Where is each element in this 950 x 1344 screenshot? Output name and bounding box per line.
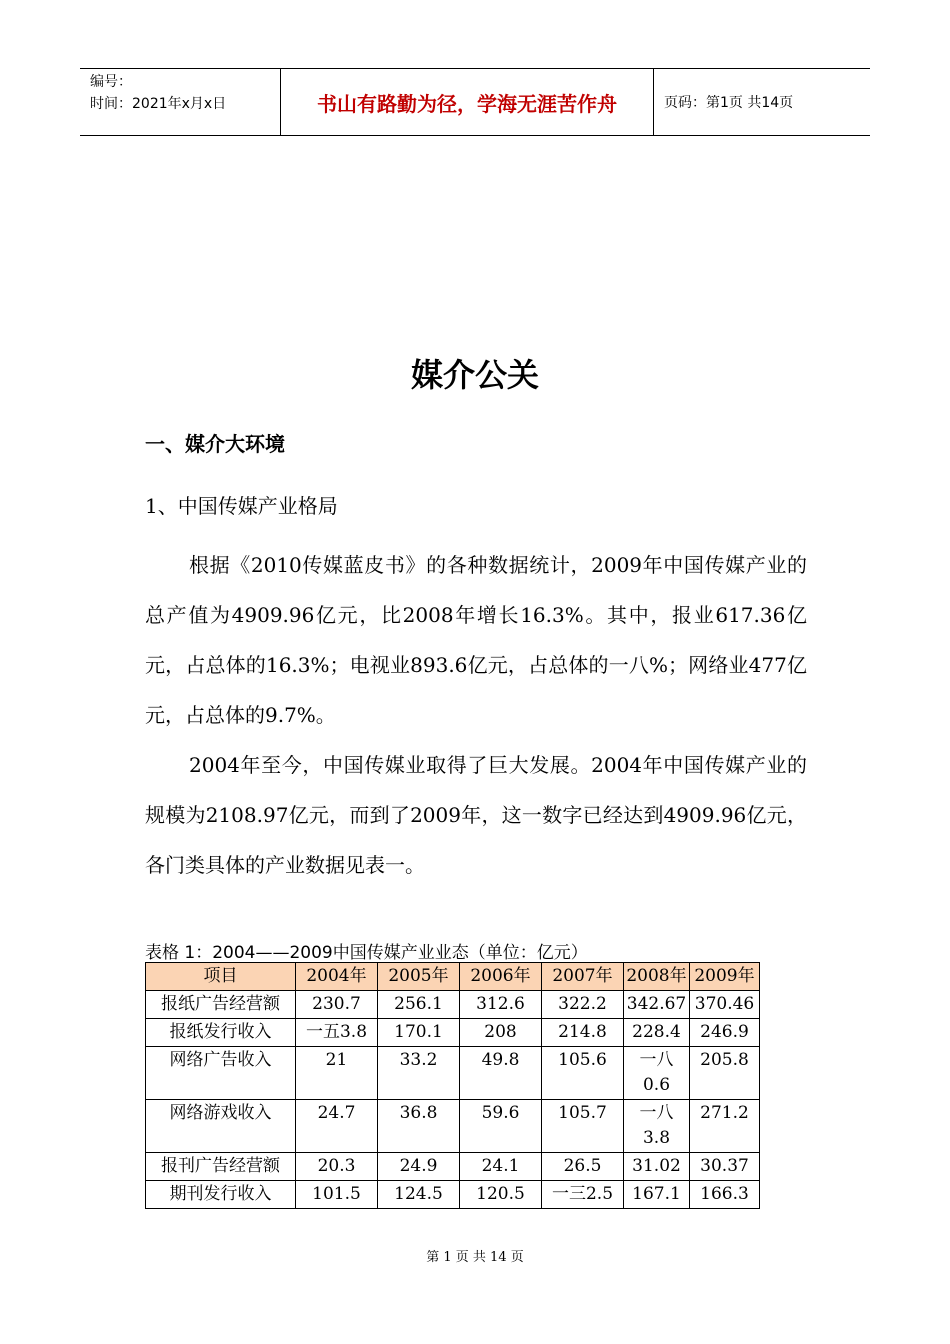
- table-cell: 230.7: [296, 991, 378, 1019]
- table-cell: 59.6: [460, 1100, 542, 1153]
- header-cell: 2006年: [460, 963, 542, 991]
- header-cell: 2007年: [542, 963, 624, 991]
- row-label: 报纸广告经营额: [146, 991, 296, 1019]
- row-label: 网络游戏收入: [146, 1100, 296, 1153]
- paragraph-2: 2004年至今，中国传媒业取得了巨大发展。2004年中国传媒产业的规模为2108.97亿元，而到了2009年，这一数字已经达到4909.96亿元，各门类具体的产业数据见表一。: [145, 753, 807, 877]
- table-cell: 24.7: [296, 1100, 378, 1153]
- subheading: 1、中国传媒产业格局: [145, 494, 338, 518]
- table-row: [146, 1153, 760, 1181]
- table-cell: 30.37: [690, 1153, 760, 1181]
- table-cell: 101.5: [296, 1181, 378, 1209]
- document-header: [80, 68, 870, 136]
- table-cell: 312.6: [460, 991, 542, 1019]
- table-row: [146, 1100, 760, 1153]
- table-cell: 342.67: [624, 991, 690, 1019]
- table-cell: 105.7: [542, 1100, 624, 1153]
- page-footer: 第 1 页 共 14 页: [426, 1250, 524, 1265]
- table-cell: 120.5: [460, 1181, 542, 1209]
- table-cell: 228.4: [624, 1019, 690, 1047]
- paragraph-1: 根据《2010传媒蓝皮书》的各种数据统计，2009年中国传媒产业的总产值为4909.96亿元，比2008年增长16.3%。其中，报业617.36亿元，占总体的16.3%；电视业893.6亿元，占总体的一八%；网络业477亿元，占总体的9.7%。: [145, 553, 807, 727]
- number-label: 编号：: [90, 74, 132, 90]
- header-cell: 2005年: [378, 963, 460, 991]
- table-cell: 36.8: [378, 1100, 460, 1153]
- table-cell: 370.46: [690, 991, 760, 1019]
- table-caption: 表格 1：2004——2009中国传媒产业业态（单位：亿元）: [145, 943, 588, 963]
- row-label: 期刊发行收入: [146, 1181, 296, 1209]
- header-cell: 项目: [146, 963, 296, 991]
- header-cell: 2009年: [690, 963, 760, 991]
- table-cell: 170.1: [378, 1019, 460, 1047]
- header-cell: 2008年: [624, 963, 690, 991]
- table-cell: 24.9: [378, 1153, 460, 1181]
- table-row: [146, 991, 760, 1019]
- row-label: 报纸发行收入: [146, 1019, 296, 1047]
- table-cell: 20.3: [296, 1153, 378, 1181]
- header-meta: [80, 69, 280, 135]
- table-cell: 167.1: [624, 1181, 690, 1209]
- table-row: [146, 1019, 760, 1047]
- document-title: 媒介公关: [410, 356, 539, 394]
- table-cell: 205.8: [690, 1047, 760, 1100]
- table-cell: 26.5: [542, 1153, 624, 1181]
- table-row: [146, 1181, 760, 1209]
- table-cell: 322.2: [542, 991, 624, 1019]
- table-cell: 一八0.6: [624, 1047, 690, 1100]
- table-cell: 246.9: [690, 1019, 760, 1047]
- row-label: 报刊广告经营额: [146, 1153, 296, 1181]
- table-cell: 一五3.8: [296, 1019, 378, 1047]
- table-cell: 一八3.8: [624, 1100, 690, 1153]
- table-cell: 124.5: [378, 1181, 460, 1209]
- time-label: 时间：2021年x月x日: [90, 96, 227, 112]
- table-row: [146, 1047, 760, 1100]
- table-cell: 208: [460, 1019, 542, 1047]
- media-industry-table: [145, 962, 760, 1209]
- header-page-info: 页码：第1页 共14页: [664, 95, 794, 111]
- table-cell: 49.8: [460, 1047, 542, 1100]
- table-cell: 214.8: [542, 1019, 624, 1047]
- table-cell: 166.3: [690, 1181, 760, 1209]
- table-cell: 105.6: [542, 1047, 624, 1100]
- table-cell: 31.02: [624, 1153, 690, 1181]
- section-heading: 一、媒介大环境: [145, 432, 285, 456]
- table-cell: 256.1: [378, 991, 460, 1019]
- row-label: 网络广告收入: [146, 1047, 296, 1100]
- header-cell: 2004年: [296, 963, 378, 991]
- table-header-row: [146, 963, 760, 991]
- table-cell: 21: [296, 1047, 378, 1100]
- table-cell: 一三2.5: [542, 1181, 624, 1209]
- table-cell: 271.2: [690, 1100, 760, 1153]
- table-cell: 33.2: [378, 1047, 460, 1100]
- table-cell: 24.1: [460, 1153, 542, 1181]
- header-motto: 书山有路勤为径，学海无涯苦作舟: [280, 69, 654, 135]
